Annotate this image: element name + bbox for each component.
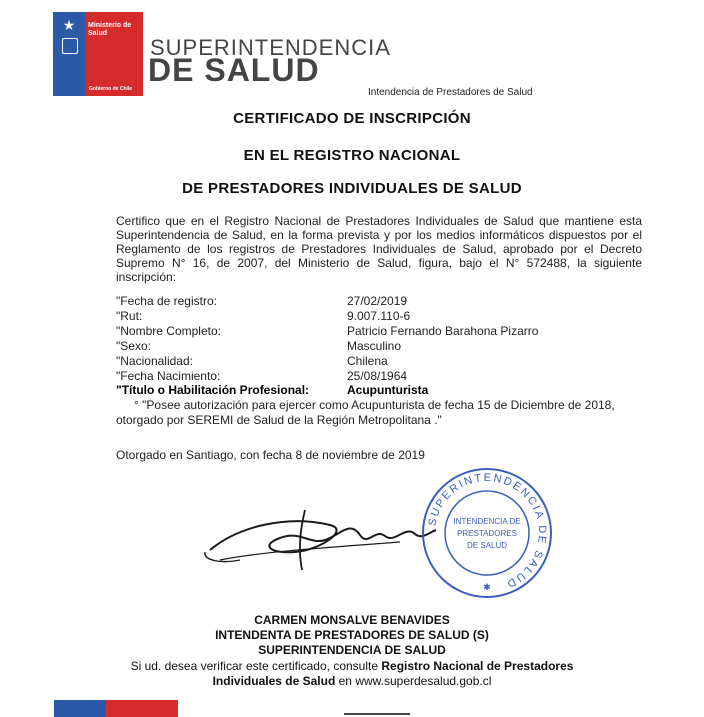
field-professional-title xyxy=(116,383,428,397)
org-name-top: SUPERINTENDENCIA xyxy=(150,35,391,60)
verify-prefix: Si ud. desea verificar este certificado, consulte xyxy=(130,659,382,673)
field-value: Patricio Fernando Barahona Pizarro xyxy=(347,324,539,338)
stamp-center-line-2: PRESTADORES xyxy=(457,529,517,538)
footer-flag-blue xyxy=(54,700,106,717)
star-icon: ★ xyxy=(62,17,76,33)
ministry-logo xyxy=(53,12,143,96)
signature-image xyxy=(200,490,440,580)
field-value: Chilena xyxy=(347,354,388,368)
coat-of-arms-icon xyxy=(62,38,78,54)
field-birth-date xyxy=(116,369,407,383)
certificate-title-line-2: EN EL REGISTRO NACIONAL xyxy=(243,147,461,164)
field-label: "Título o Habilitación Profesional: xyxy=(116,383,310,397)
certificate-title-line-3: DE PRESTADORES INDIVIDUALES DE SALUD xyxy=(182,180,522,197)
field-full-name xyxy=(116,324,538,338)
intro-paragraph: Certifico que en el Registro Nacional de Prestadores Individuales de Salud que mantiene esta Superintendencia de Salud, en la forma prevista y por los medios informáticos dispuestos por el Reglamento de los registros de Prestadores Individuales de Salud, aprobado por el Decreto Supremo N° 16, de 2007, del Ministerio de Salud, figura, bajo el N° 572488, la siguiente inscripción: xyxy=(116,214,642,284)
footer-flag-red xyxy=(106,700,178,717)
certificate-title-line-1: CERTIFICADO DE INSCRIPCIÓN xyxy=(233,110,471,127)
stamp-ring-text: SUPERINTENDENCIA DE SALUD xyxy=(426,471,549,591)
stamp-center-line-3: DE SALUD xyxy=(466,541,508,550)
verify-suffix: en www.superdesalud.gob.cl xyxy=(335,674,492,688)
field-registration-date xyxy=(116,294,407,308)
field-sex xyxy=(116,339,401,353)
government-label: Gobierno de Chile xyxy=(89,86,133,92)
field-label: "Nacionalidad: xyxy=(116,354,193,368)
stamp-center-line-1: INTENDENCIA DE xyxy=(453,517,521,526)
verification-line-1 xyxy=(0,659,704,673)
field-value: Masculino xyxy=(347,339,402,353)
field-value: Acupunturista xyxy=(347,383,429,397)
stamp-star-icon: ✱ xyxy=(483,582,491,592)
authorization-note: ° "Posee autorización para ejercer como Acupunturista de fecha 15 de Diciembre de 2018, otorgado por SEREMI de Salud de la Región Metropolitana ." xyxy=(116,398,615,427)
field-label: "Nombre Completo: xyxy=(116,324,221,338)
field-nationality xyxy=(116,354,388,368)
department-label: Intendencia de Prestadores de Salud xyxy=(368,87,533,98)
field-value: 25/08/1964 xyxy=(347,369,408,383)
official-stamp xyxy=(420,466,554,600)
field-label: "Sexo: xyxy=(116,339,151,353)
footer-divider xyxy=(344,713,410,715)
field-value: 9.007.110-6 xyxy=(347,309,411,323)
verification-line-2 xyxy=(0,674,704,688)
field-label: "Rut: xyxy=(116,309,143,323)
field-rut xyxy=(116,309,410,323)
registry-link[interactable]: Registro Nacional de Prestadores xyxy=(381,659,574,673)
issued-statement: Otorgado en Santiago, con fecha 8 de noviembre de 2019 xyxy=(116,448,425,462)
signer-role: INTENDENTA DE PRESTADORES DE SALUD (S) xyxy=(215,628,489,642)
field-label: "Fecha Nacimiento: xyxy=(116,369,221,383)
signer-organization: SUPERINTENDENCIA DE SALUD xyxy=(258,643,446,657)
ministry-label: Ministerio de Salud xyxy=(88,22,132,37)
field-value: 27/02/2019 xyxy=(347,294,408,308)
org-name-bottom: DE SALUD xyxy=(148,52,320,88)
field-label: "Fecha de registro: xyxy=(116,294,217,308)
registry-link-continued[interactable]: Individuales de Salud xyxy=(212,674,336,688)
signer-name: CARMEN MONSALVE BENAVIDES xyxy=(254,613,450,627)
